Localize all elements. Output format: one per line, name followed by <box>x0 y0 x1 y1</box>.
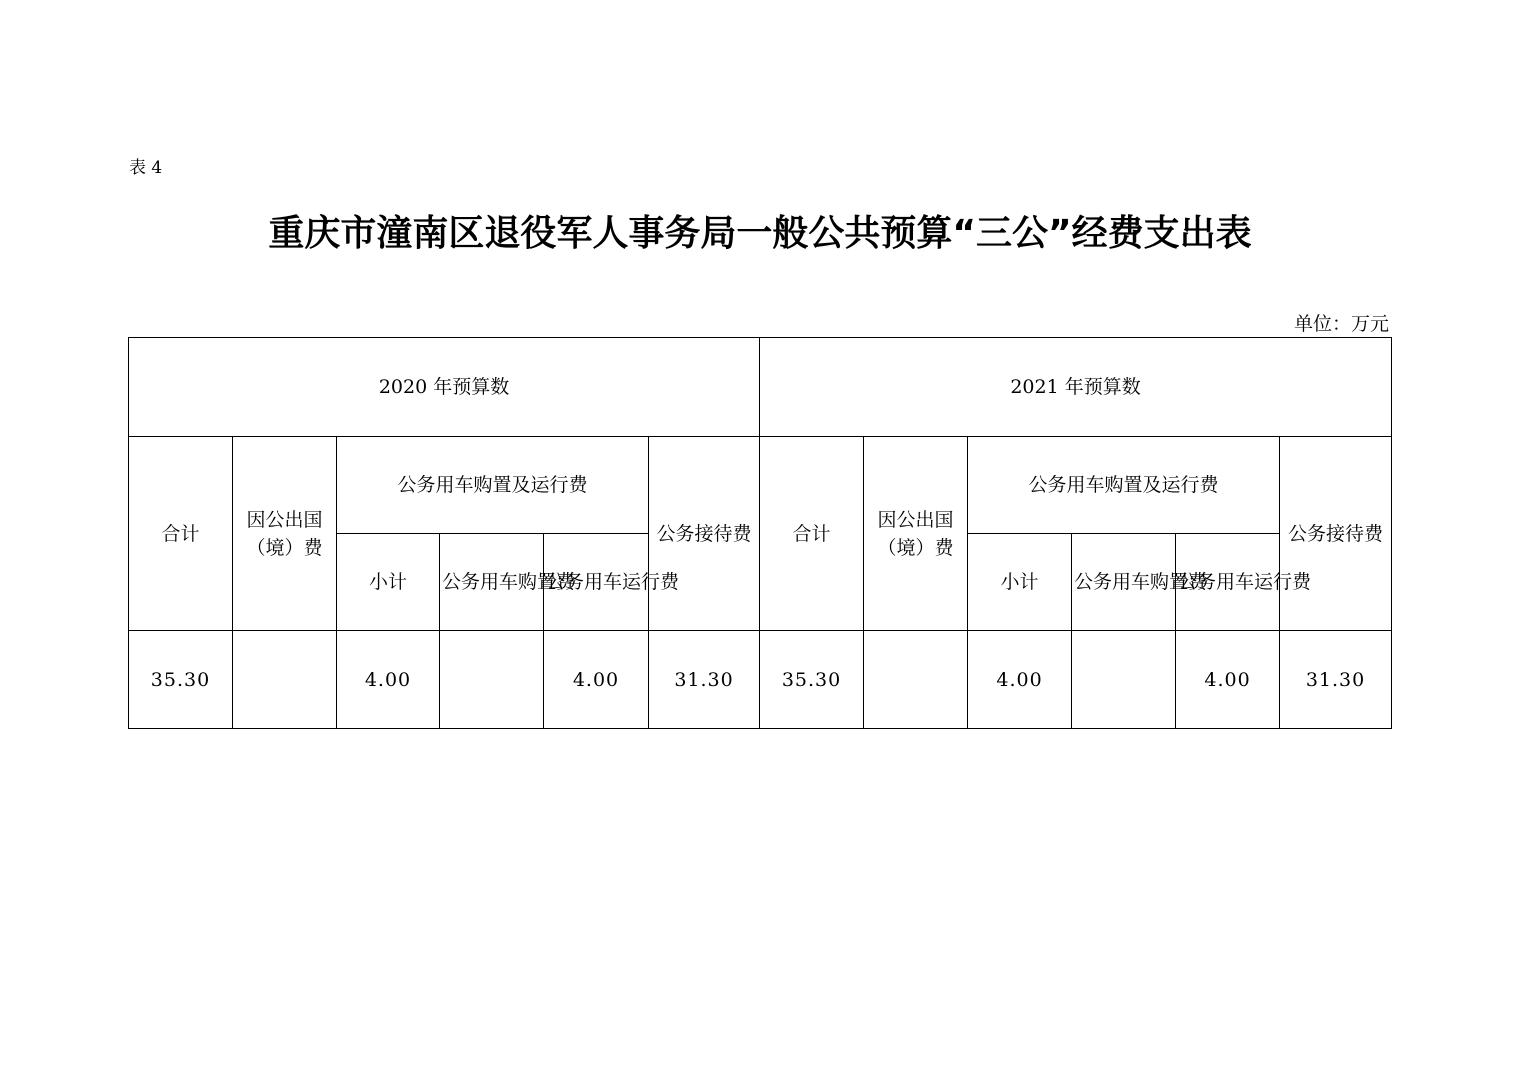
header-vehicle-group-2021: 公务用车购置及运行费 <box>968 437 1280 534</box>
cell-subtotal-2020: 4.00 <box>337 631 440 729</box>
year-2021-header: 2021 年预算数 <box>760 338 1392 437</box>
table-number-label: 表 4 <box>129 158 163 178</box>
cell-subtotal-2021: 4.00 <box>968 631 1072 729</box>
cell-reception-2021: 31.30 <box>1280 631 1392 729</box>
cell-abroad-2021 <box>864 631 968 729</box>
header-vehicle-group-2020: 公务用车购置及运行费 <box>337 437 649 534</box>
budget-table <box>128 337 1392 729</box>
year-header-row <box>129 338 1392 437</box>
page-title: 重庆市潼南区退役军人事务局一般公共预算“三公”经费支出表 <box>268 213 1252 254</box>
cell-vehicle-operation-2020: 4.00 <box>544 631 649 729</box>
cell-vehicle-purchase-2020 <box>440 631 544 729</box>
header-subtotal-2021: 小计 <box>968 534 1072 631</box>
cell-total-2021: 35.30 <box>760 631 864 729</box>
header-abroad-2020: 因公出国（境）费 <box>233 437 337 631</box>
table-row <box>129 631 1392 729</box>
header-vehicle-operation-2021: 公务用车运行费 <box>1176 534 1280 631</box>
header-reception-2021: 公务接待费 <box>1280 437 1392 631</box>
header-vehicle-purchase-2020: 公务用车购置费 <box>440 534 544 631</box>
header-abroad-2021: 因公出国（境）费 <box>864 437 968 631</box>
cell-reception-2020: 31.30 <box>649 631 760 729</box>
category-header-row <box>129 437 1392 534</box>
year-2020-header: 2020 年预算数 <box>129 338 760 437</box>
cell-total-2020: 35.30 <box>129 631 233 729</box>
cell-abroad-2020 <box>233 631 337 729</box>
header-vehicle-purchase-2021: 公务用车购置费 <box>1072 534 1176 631</box>
header-vehicle-operation-2020: 公务用车运行费 <box>544 534 649 631</box>
cell-vehicle-operation-2021: 4.00 <box>1176 631 1280 729</box>
header-total-2021: 合计 <box>760 437 864 631</box>
header-reception-2020: 公务接待费 <box>649 437 760 631</box>
unit-label: 单位：万元 <box>1293 313 1389 335</box>
header-subtotal-2020: 小计 <box>337 534 440 631</box>
header-total-2020: 合计 <box>129 437 233 631</box>
cell-vehicle-purchase-2021 <box>1072 631 1176 729</box>
